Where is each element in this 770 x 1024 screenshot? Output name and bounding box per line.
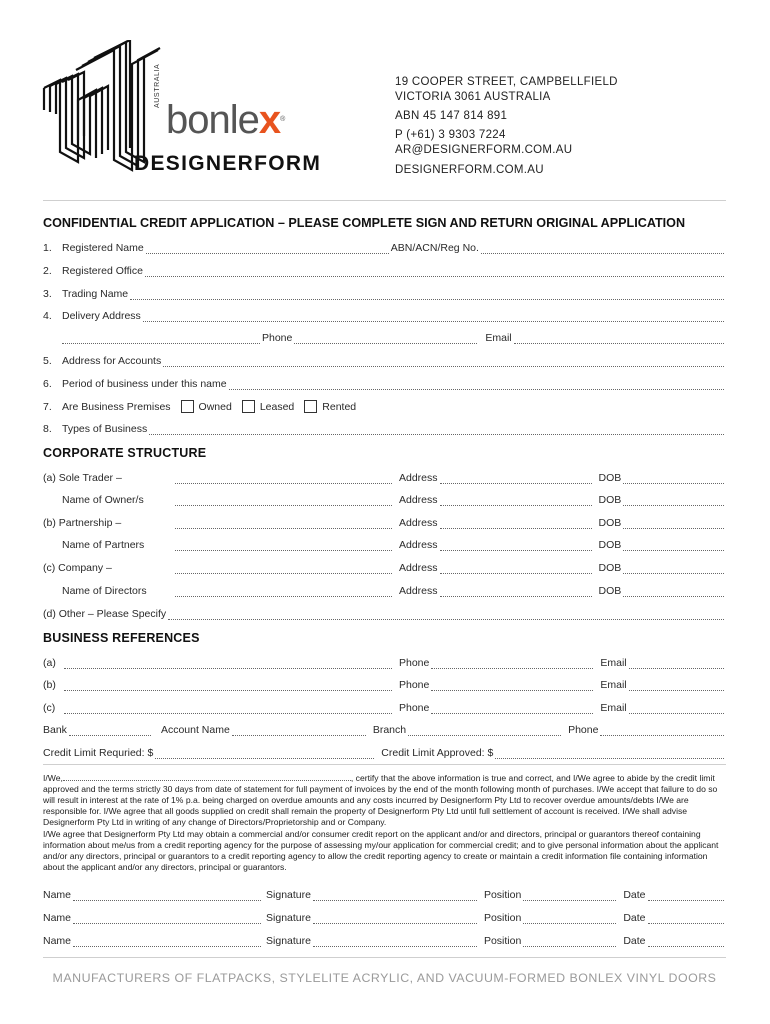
dob-label: DOB bbox=[598, 585, 622, 597]
delivery-email-label: Email bbox=[485, 332, 512, 344]
account-name-field[interactable] bbox=[232, 726, 366, 736]
owners-field[interactable] bbox=[175, 496, 392, 506]
contact-web: DESIGNERFORM.COM.AU bbox=[395, 164, 544, 176]
reference-c-field[interactable] bbox=[64, 704, 392, 714]
sole-trader-address-field[interactable] bbox=[440, 474, 592, 484]
delivery-email-field[interactable] bbox=[514, 334, 724, 344]
address-accounts-field[interactable] bbox=[163, 357, 724, 367]
partners-label: Name of Partners bbox=[62, 539, 145, 551]
email-label: Email bbox=[600, 702, 627, 714]
delivery-address-row: 4. Delivery Address bbox=[43, 308, 726, 322]
contact-phone: P (+61) 3 9303 7224 bbox=[395, 129, 506, 141]
reference-b-email-field[interactable] bbox=[629, 681, 724, 691]
registered-office-row: 2. Registered Office bbox=[43, 263, 726, 277]
delivery-address-line2-field[interactable] bbox=[62, 334, 260, 344]
dob-label: DOB bbox=[598, 539, 622, 551]
signature-field[interactable] bbox=[313, 891, 477, 901]
address-accounts-label: Address for Accounts bbox=[62, 355, 162, 367]
trading-name-field[interactable] bbox=[130, 290, 724, 300]
signature-row bbox=[43, 887, 726, 901]
credit-approved-field[interactable] bbox=[495, 749, 724, 759]
abn-acn-label: ABN/ACN/Reg No. bbox=[390, 242, 479, 254]
form-title: CONFIDENTIAL CREDIT APPLICATION – PLEASE COMPLETE SIGN AND RETURN ORIGINAL APPLICATION bbox=[43, 216, 686, 230]
header-divider bbox=[43, 200, 726, 201]
directors-row bbox=[43, 583, 726, 597]
address-label: Address bbox=[399, 562, 438, 574]
partnership-row bbox=[43, 515, 726, 529]
registered-office-label: Registered Office bbox=[62, 265, 143, 277]
position-label: Position bbox=[483, 889, 522, 901]
credit-required-label: Credit Limit Requried: $ bbox=[43, 747, 154, 759]
partners-address-field[interactable] bbox=[440, 541, 592, 551]
directors-address-field[interactable] bbox=[440, 587, 592, 597]
date-label: Date bbox=[623, 912, 646, 924]
date-label: Date bbox=[623, 889, 646, 901]
rented-checkbox[interactable] bbox=[304, 400, 317, 413]
branch-field[interactable] bbox=[408, 726, 561, 736]
bank-phone-label: Phone bbox=[568, 724, 599, 736]
address-label: Address bbox=[399, 539, 438, 551]
owners-dob-field[interactable] bbox=[623, 496, 724, 506]
bank-field[interactable] bbox=[69, 726, 151, 736]
company-field[interactable] bbox=[175, 564, 392, 574]
trading-name-row: 3. Trading Name bbox=[43, 286, 726, 300]
phone-label: Phone bbox=[399, 679, 430, 691]
signature-field[interactable] bbox=[313, 937, 477, 947]
brand-subname: DESIGNERFORM bbox=[134, 152, 322, 175]
bank-label: Bank bbox=[43, 724, 67, 736]
email-label: Email bbox=[600, 657, 627, 669]
credit-approved-label: Credit Limit Approved: $ bbox=[381, 747, 494, 759]
sole-trader-label: (a) Sole Trader – bbox=[43, 472, 122, 484]
delivery-address-label: Delivery Address bbox=[62, 310, 141, 322]
types-label: Types of Business bbox=[62, 423, 148, 435]
signatory-name-label: Name bbox=[43, 935, 72, 947]
references-heading: BUSINESS REFERENCES bbox=[43, 631, 200, 645]
reference-a-label: (a) bbox=[43, 657, 56, 669]
types-field[interactable] bbox=[149, 425, 724, 435]
reference-c-row bbox=[43, 700, 726, 714]
partnership-field[interactable] bbox=[175, 519, 392, 529]
premises-row: 7. Are Business Premises Owned Leased Rented bbox=[43, 401, 357, 413]
declaration-name-field[interactable] bbox=[63, 772, 351, 781]
signature-label: Signature bbox=[266, 912, 311, 924]
reference-a-row bbox=[43, 655, 726, 669]
directors-field[interactable] bbox=[175, 587, 392, 597]
partners-row bbox=[43, 537, 726, 551]
signatory-name-field[interactable] bbox=[73, 914, 261, 924]
declaration-divider bbox=[43, 764, 726, 765]
footer-divider bbox=[43, 957, 726, 958]
delivery-phone-field[interactable] bbox=[294, 334, 477, 344]
period-field[interactable] bbox=[229, 380, 724, 390]
address-label: Address bbox=[399, 494, 438, 506]
contact-city: VICTORIA 3061 AUSTRALIA bbox=[395, 91, 551, 103]
brand-country: AUSTRALIA bbox=[154, 63, 161, 108]
leased-label: Leased bbox=[259, 401, 295, 413]
signature-label: Signature bbox=[266, 935, 311, 947]
declaration-paragraph-1: I/We, , certify that the above information is true and correct, and I/We agree to abide by the credit limit approved and the terms strictly 30 days from date of statement for full payment of invoices by the end of the month following month of purchases. I/We accept that failure to do so will result in interest at the rate of 1% p.a. being charged on overdue amounts and any costs incurred by Designerform Pty Ltd to recover overdue amounts/debts I/We are responsible for. I/We agree that all goods supplied on credit shall remain the property of Designerform Pty Ltd until full settlement of account is received. I/We shall advise Designerform Pty Ltd in writing of any change of Directors/Proprietorship and or Company. bbox=[43, 773, 718, 828]
reference-c-phone-field[interactable] bbox=[431, 704, 593, 714]
owners-row bbox=[43, 492, 726, 506]
declaration-paragraph-2: I/We agree that Designerform Pty Ltd may obtain a commercial and/or consumer credit report on the applicant and/or and directors, principal or guarantors thereof containing information about me/us from a credit reporting agency for the purpose of assessing my/our application for commercial credit; and to give personal information about the applicant and/or any directors, principal or guarantors to a credit reporting agency to allow the credit reporting agency to create or maintain a credit information file containing information about the applicant and/or any directors, principal or guarantors. bbox=[43, 829, 719, 873]
owned-label: Owned bbox=[198, 401, 232, 413]
directors-dob-field[interactable] bbox=[623, 587, 724, 597]
partnership-label: (b) Partnership – bbox=[43, 517, 122, 529]
registered-name-label: Registered Name bbox=[62, 242, 144, 254]
reference-a-phone-field[interactable] bbox=[431, 659, 593, 669]
registered-name-field[interactable] bbox=[146, 244, 389, 254]
registered-office-field[interactable] bbox=[145, 267, 724, 277]
branch-label: Branch bbox=[372, 724, 407, 736]
period-row: 6. Period of business under this name bbox=[43, 376, 726, 390]
reference-b-phone-field[interactable] bbox=[431, 681, 593, 691]
sole-trader-row bbox=[43, 470, 726, 484]
other-field[interactable] bbox=[168, 610, 724, 620]
date-field[interactable] bbox=[648, 891, 724, 901]
sole-trader-dob-field[interactable] bbox=[623, 474, 724, 484]
dob-label: DOB bbox=[598, 472, 622, 484]
sole-trader-field[interactable] bbox=[175, 474, 392, 484]
position-field[interactable] bbox=[523, 937, 616, 947]
signatory-name-label: Name bbox=[43, 889, 72, 901]
signature-row bbox=[43, 910, 726, 924]
bank-row bbox=[43, 722, 726, 736]
email-label: Email bbox=[600, 679, 627, 691]
abn-acn-field[interactable] bbox=[481, 244, 724, 254]
company-row bbox=[43, 560, 726, 574]
partners-field[interactable] bbox=[175, 541, 392, 551]
date-field[interactable] bbox=[648, 937, 724, 947]
reference-c-label: (c) bbox=[43, 702, 56, 714]
address-label: Address bbox=[399, 585, 438, 597]
premises-label: Are Business Premises bbox=[62, 401, 171, 413]
company-address-field[interactable] bbox=[440, 564, 592, 574]
bank-phone-field[interactable] bbox=[600, 726, 724, 736]
reference-a-field[interactable] bbox=[64, 659, 392, 669]
phone-label: Phone bbox=[399, 702, 430, 714]
address-accounts-row: 5. Address for Accounts bbox=[43, 353, 726, 367]
signatory-name-field[interactable] bbox=[73, 891, 261, 901]
contact-email: AR@DESIGNERFORM.COM.AU bbox=[395, 144, 573, 156]
delivery-phone-label: Phone bbox=[262, 332, 293, 344]
signature-field[interactable] bbox=[313, 914, 477, 924]
dob-label: DOB bbox=[598, 494, 622, 506]
partners-dob-field[interactable] bbox=[623, 541, 724, 551]
reference-c-email-field[interactable] bbox=[629, 704, 724, 714]
signature-row bbox=[43, 933, 726, 947]
other-label: (d) Other – Please Specify bbox=[43, 608, 167, 620]
account-name-label: Account Name bbox=[160, 724, 230, 736]
reference-a-email-field[interactable] bbox=[629, 659, 724, 669]
delivery-contact-row bbox=[62, 330, 726, 344]
dob-label: DOB bbox=[598, 517, 622, 529]
trading-name-label: Trading Name bbox=[62, 288, 129, 300]
owners-label: Name of Owner/s bbox=[62, 494, 144, 506]
other-row bbox=[43, 606, 726, 620]
contact-abn: ABN 45 147 814 891 bbox=[395, 110, 508, 122]
address-label: Address bbox=[399, 517, 438, 529]
rented-label: Rented bbox=[322, 401, 357, 413]
owners-address-field[interactable] bbox=[440, 496, 592, 506]
credit-required-field[interactable] bbox=[155, 749, 374, 759]
owned-checkbox[interactable] bbox=[181, 400, 194, 413]
corporate-heading: CORPORATE STRUCTURE bbox=[43, 446, 207, 460]
company-label: (c) Company – bbox=[43, 562, 112, 574]
dob-label: DOB bbox=[598, 562, 622, 574]
reference-b-field[interactable] bbox=[64, 681, 392, 691]
signatory-name-label: Name bbox=[43, 912, 72, 924]
signature-label: Signature bbox=[266, 889, 311, 901]
position-field[interactable] bbox=[523, 914, 616, 924]
reference-b-row bbox=[43, 677, 726, 691]
credit-limit-row bbox=[43, 745, 726, 759]
registered-name-row: 1. Registered Name ABN/ACN/Reg No. bbox=[43, 240, 726, 254]
footer-tagline: MANUFACTURERS OF FLATPACKS, STYLELITE ACRYLIC, AND VACUUM-FORMED BONLEX VINYL DOORS bbox=[52, 971, 717, 985]
leased-checkbox[interactable] bbox=[242, 400, 255, 413]
delivery-address-field[interactable] bbox=[143, 312, 724, 322]
position-label: Position bbox=[483, 935, 522, 947]
reference-b-label: (b) bbox=[43, 679, 56, 691]
signatory-name-field[interactable] bbox=[73, 937, 261, 947]
position-field[interactable] bbox=[523, 891, 616, 901]
brand-name: bonlex® bbox=[166, 98, 285, 142]
date-field[interactable] bbox=[648, 914, 724, 924]
contact-street: 19 COOPER STREET, CAMPBELLFIELD bbox=[395, 76, 618, 88]
partnership-dob-field[interactable] bbox=[623, 519, 724, 529]
company-logo bbox=[40, 40, 322, 180]
types-row: 8. Types of Business bbox=[43, 421, 726, 435]
partnership-address-field[interactable] bbox=[440, 519, 592, 529]
date-label: Date bbox=[623, 935, 646, 947]
period-label: Period of business under this name bbox=[62, 378, 227, 390]
address-label: Address bbox=[399, 472, 438, 484]
directors-label: Name of Directors bbox=[62, 585, 147, 597]
phone-label: Phone bbox=[399, 657, 430, 669]
company-dob-field[interactable] bbox=[623, 564, 724, 574]
position-label: Position bbox=[483, 912, 522, 924]
